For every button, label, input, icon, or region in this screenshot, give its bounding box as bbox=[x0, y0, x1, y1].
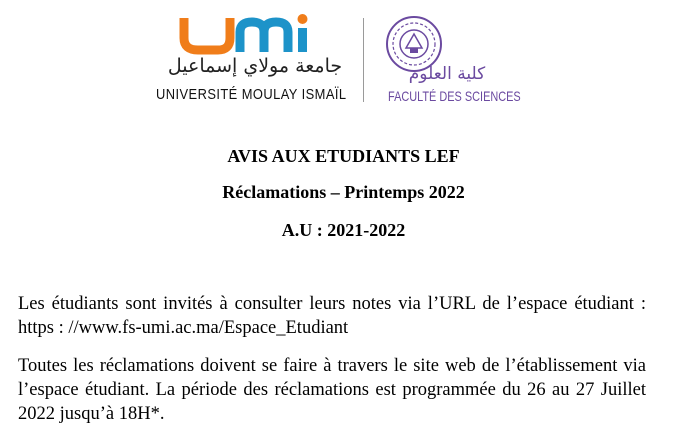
notice-title: AVIS AUX ETUDIANTS LEF bbox=[227, 146, 460, 166]
header bbox=[0, 0, 687, 120]
paragraph-consult-grades: Les étudiants sont invités à consulter leurs notes via l’URL de l’espace étudiant : https : //www.fs-umi.ac.ma/Espace_Etudiant bbox=[18, 294, 646, 338]
logo-divider bbox=[363, 18, 364, 102]
paragraph-complaints-period: Toutes les réclamations doivent se faire à travers le site web de l’établissement via l’espace étudiant. La période des réclamations est programmée du 26 au 27 Juillet 2022 jusqu’à 18H*. bbox=[18, 356, 646, 424]
academic-year: A.U : 2021-2022 bbox=[281, 220, 406, 240]
university-name-arabic: جامعة مولاي إسماعيل bbox=[167, 55, 343, 77]
umi-logo bbox=[178, 14, 328, 56]
faculty-name-latin: FACULTÉ DES SCIENCES bbox=[388, 88, 521, 104]
faculty-name-arabic: كلية العلوم bbox=[408, 64, 486, 84]
notice-subtitle: Réclamations – Printemps 2022 bbox=[222, 182, 465, 202]
university-name-latin: UNIVERSITÉ MOULAY ISMAÏL bbox=[156, 86, 347, 103]
